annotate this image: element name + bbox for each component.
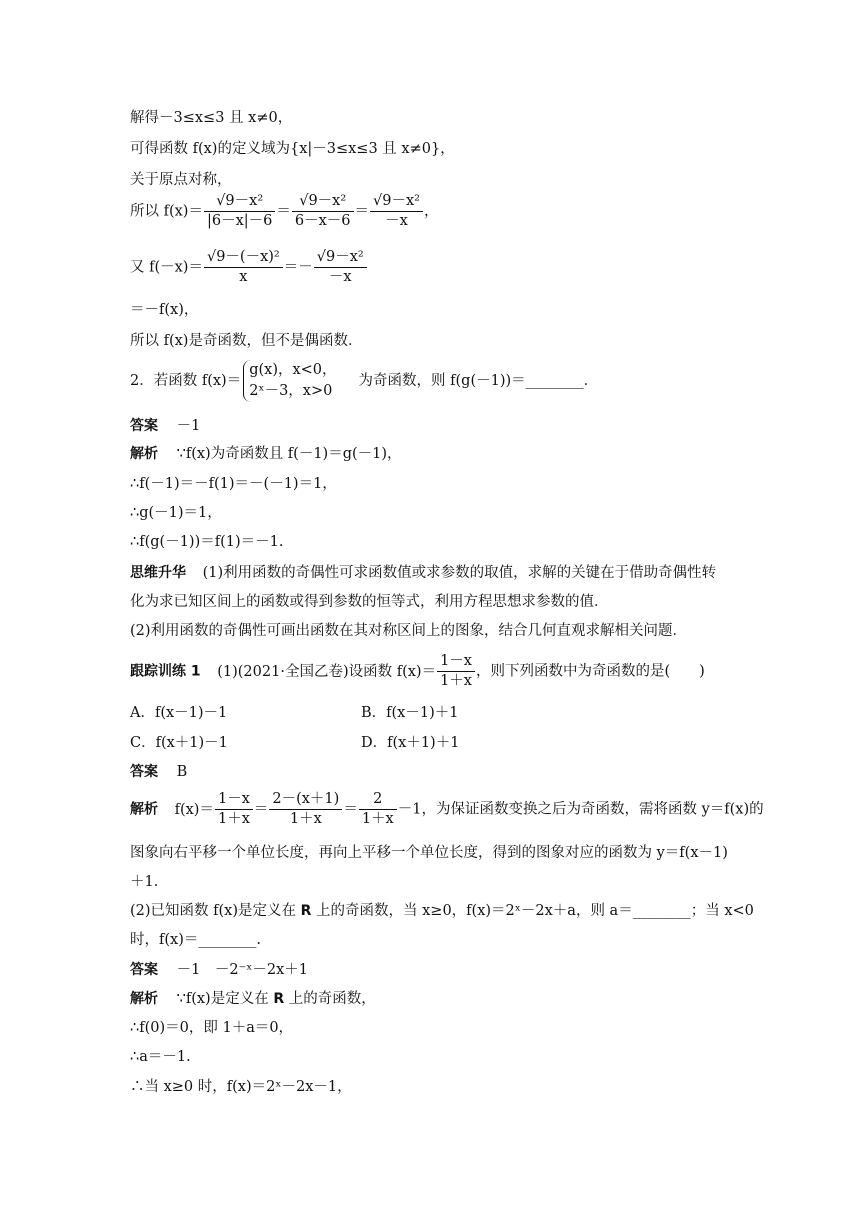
fraction xyxy=(215,790,253,829)
denominator: 1＋x xyxy=(440,673,472,689)
analysis-line xyxy=(130,790,764,829)
bold-R: R xyxy=(300,903,312,919)
analysis-label: 解析 xyxy=(130,446,158,462)
numerator: √9－x² xyxy=(292,192,354,212)
text: 上的奇函数，当 x≥0，f(x)＝2ˣ－2x＋a，则 a＝________；当 x<0 xyxy=(311,903,754,919)
denominator: －x xyxy=(328,269,352,285)
text: ， xyxy=(423,203,439,220)
text: ∵f(x)是定义在 xyxy=(176,991,274,1007)
option-d: D．f(x＋1)＋1 xyxy=(361,735,460,751)
text: 上的奇函数， xyxy=(284,991,376,1007)
numerator: 2－(x＋1) xyxy=(269,790,342,810)
text: ＝ xyxy=(253,801,269,818)
analysis-line xyxy=(130,989,376,1009)
text: (2)已知函数 f(x)是定义在 xyxy=(130,903,301,919)
fraction xyxy=(292,192,354,231)
text: ＝－ xyxy=(283,259,313,276)
text-line: ∴f(0)＝0，即 1＋a＝0， xyxy=(130,1020,294,1036)
text-line: 可得函数 f(x)的定义域为{x|－3≤x≤3 且 x≠0}， xyxy=(130,141,455,157)
numerator: √9－(－x)² xyxy=(204,248,283,268)
analysis-label: 解析 xyxy=(130,991,158,1007)
text: 所以 f(x)＝ xyxy=(130,203,203,220)
text: ＝ xyxy=(343,801,358,818)
answer-label: 答案 xyxy=(130,418,158,434)
exercise-label: 跟踪训练 1 xyxy=(130,663,201,680)
case-2: 2ˣ－3，x>0 xyxy=(249,383,333,399)
question-2 xyxy=(130,360,598,402)
answer-line xyxy=(130,416,200,436)
answer-label: 答案 xyxy=(130,962,158,978)
denominator: 6－x－6 xyxy=(294,213,351,229)
numerator: √9－x² xyxy=(204,192,275,212)
denominator: 1＋x xyxy=(217,811,250,827)
numerator: 1－x xyxy=(215,790,253,810)
text-line: ∴当 x≥0 时，f(x)＝2ˣ－2x－1， xyxy=(130,1079,352,1095)
text: ，则下列函数中为奇函数的是( ) xyxy=(475,663,705,680)
answer-label: 答案 xyxy=(130,764,158,780)
text-line: ∴f(g(－1))＝f(1)＝－1. xyxy=(130,534,284,550)
case-1: g(x)，x<0， xyxy=(249,362,337,378)
fraction xyxy=(269,790,342,829)
answer-value: －1 －2⁻ˣ－2x＋1 xyxy=(176,962,308,978)
numerator: 1－x xyxy=(437,652,475,672)
answer-line xyxy=(130,960,308,980)
fraction xyxy=(314,248,367,287)
denominator: x xyxy=(239,269,248,285)
question-line xyxy=(130,901,754,921)
text-line: 关于原点对称， xyxy=(130,172,232,188)
option-b: B．f(x－1)＋1 xyxy=(361,705,459,721)
text-line: 化为求已知区间上的函数或得到参数的恒等式，利用方程思想求参数的值． xyxy=(130,594,609,610)
denominator: |6－x|－6 xyxy=(206,213,273,229)
text-line: ＋1. xyxy=(130,874,159,890)
text: (1)利用函数的奇偶性可求函数值或求参数的取值，求解的关键在于借助奇偶性转 xyxy=(202,565,717,581)
fraction xyxy=(437,652,475,691)
text: －1，为保证函数变换之后为奇函数，需将函数 y＝f(x)的 xyxy=(397,801,764,818)
fraction xyxy=(370,192,423,231)
text-line: 时，f(x)＝________. xyxy=(130,932,261,948)
fraction xyxy=(204,248,283,287)
text-line: 所以 f(x)是奇函数，但不是偶函数． xyxy=(130,333,363,349)
answer-line xyxy=(130,762,187,782)
text: ＝ xyxy=(276,203,291,220)
bold-R: R xyxy=(273,991,285,1007)
option-a: A．f(x－1)－1 xyxy=(130,705,228,721)
text-line: (2)利用函数的奇偶性可画出函数在其对称区间上的图象，结合几何直观求解相关问题． xyxy=(130,623,688,639)
text-line: 解得－3≤x≤3 且 x≠0， xyxy=(130,110,293,126)
summary-line xyxy=(130,563,716,583)
piecewise-brace xyxy=(243,360,336,402)
text: 2．若函数 f(x)＝ xyxy=(130,373,242,389)
text-line: ∴f(－1)＝－f(1)＝－(－1)＝1， xyxy=(130,476,337,492)
text-line: ∴g(－1)＝1， xyxy=(130,505,222,521)
text: (1)(2021·全国乙卷)设函数 f(x)＝ xyxy=(217,663,437,680)
answer-value: B xyxy=(176,764,188,780)
exercise-line xyxy=(130,652,705,691)
text-line: 图象向右平移一个单位长度，再向上平移一个单位长度，得到的图象对应的函数为 y＝f(x－1) xyxy=(130,845,728,861)
summary-label: 思维升华 xyxy=(130,565,186,581)
text: ＝ xyxy=(354,203,370,220)
numerator: √9－x² xyxy=(314,248,367,268)
fraction xyxy=(359,790,397,829)
text: f(x)＝ xyxy=(174,801,214,818)
text: 又 f(－x)＝ xyxy=(130,259,203,276)
numerator: √9－x² xyxy=(370,192,423,212)
fraction xyxy=(204,192,275,231)
equation-line xyxy=(130,248,368,287)
equation-line xyxy=(130,192,438,231)
option-c: C．f(x＋1)－1 xyxy=(130,735,228,751)
analysis-label: 解析 xyxy=(130,801,158,818)
answer-value: －1 xyxy=(176,418,201,434)
text: 为奇函数，则 f(g(－1))＝________． xyxy=(358,373,599,389)
denominator: －x xyxy=(385,213,408,229)
text: ∵f(x)为奇函数且 f(－1)＝g(－1)， xyxy=(176,446,402,462)
text-line: ∴a＝－1. xyxy=(130,1049,191,1065)
denominator: 1＋x xyxy=(361,811,394,827)
analysis-line xyxy=(130,444,402,464)
denominator: 1＋x xyxy=(289,811,322,827)
text-line: ＝－f(x)， xyxy=(130,302,199,318)
numerator: 2 xyxy=(359,790,397,810)
